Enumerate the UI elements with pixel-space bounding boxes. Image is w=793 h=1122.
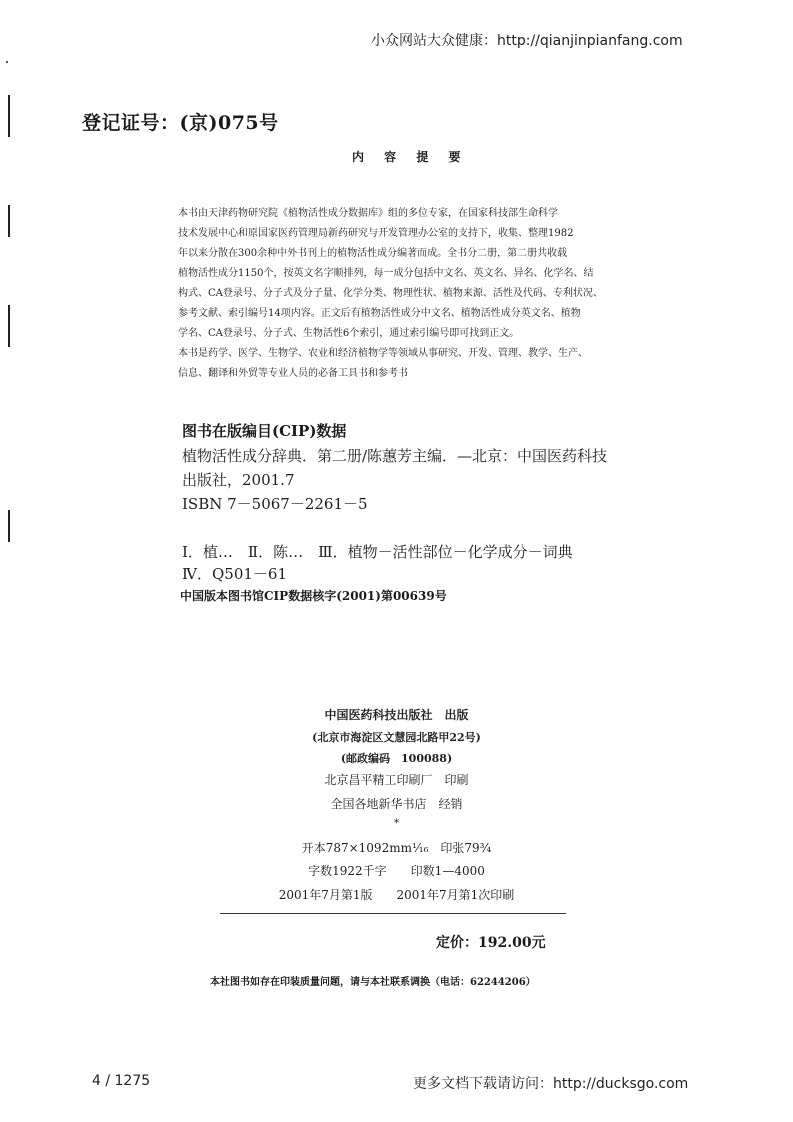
printer-line: 北京昌平精工印刷厂 印刷 [324, 773, 469, 787]
summary-line: 参考文献、索引编号14项内容。正文后有植物活性成分中文名、植物活性成分英文名、植物 [178, 308, 581, 319]
registration-number: 登记证号：(京)075号 [82, 112, 279, 134]
publisher-line: 中国医药科技出版社 出版 [324, 708, 469, 722]
summary-line: 年以来分散在300余种中外书刊上的植物活性成分编著而成。全书分二册，第二册共收载 [178, 248, 568, 259]
edition-line: 2001年7月第1版 2001年7月第1次印刷 [278, 888, 515, 902]
scan-mark [8, 95, 10, 137]
summary-title: 内 容 提 要 [352, 150, 469, 164]
summary-line: 植物活性成分1150个，按英文名字顺排列，每一成分包括中文名、英文名、异名、化学名、结 [178, 268, 594, 279]
cip-title: 图书在版编目(CIP)数据 [182, 422, 347, 440]
format-line: 开本787×1092mm⅟₁₆ 印张79¾ [301, 841, 492, 855]
distributor-line: 全国各地新华书店 经销 [330, 797, 463, 811]
scan-mark [8, 510, 10, 542]
scan-mark [8, 205, 10, 237]
cip-isbn: ISBN 7－5067－2261－5 [182, 495, 368, 513]
price: 定价：192.00元 [436, 935, 546, 951]
cip-line: Ⅳ．Q501－61 [182, 565, 288, 583]
cip-line: 植物活性成分辞典．第二册/陈蕙芳主编．—北京：中国医药科技 [182, 447, 608, 465]
publisher-postcode: (邮政编码 100088) [340, 752, 453, 765]
summary-line: 构式、CA登录号、分子式及分子量、化学分类、物理性状、植物来源、活性及代码、专利状况、 [178, 288, 603, 299]
summary-line: 信息、翻译和外贸等专业人员的必备工具书和参考书 [178, 368, 408, 379]
summary-line: 技术发展中心和原国家医药管理局新药研究与开发管理办公室的支持下，收集、整理1982 [178, 228, 574, 239]
site-header-note: 小众网站大众健康：http://qianjinpianfang.com [371, 33, 683, 49]
divider-rule [220, 913, 566, 914]
cip-line: 出版社，2001.7 [182, 471, 295, 489]
separator-mark: * [394, 818, 399, 829]
cip-line: Ⅰ．植… Ⅱ．陈… Ⅲ．植物－活性部位－化学成分－词典 [182, 543, 573, 561]
download-link-note[interactable]: 更多文档下载请访问：http://ducksgo.com [413, 1076, 689, 1092]
scan-mark [8, 305, 10, 347]
summary-body [178, 204, 648, 384]
publisher-address: (北京市海淀区文慧园北路甲22号) [312, 731, 481, 744]
wordcount-line: 字数1922千字 印数1—4000 [308, 864, 485, 878]
page-indicator: 4 / 1275 [92, 1073, 151, 1089]
summary-line: 本书由天津药物研究院《植物活性成分数据库》组的多位专家，在国家科技部生命科学 [178, 208, 558, 219]
summary-line: 学名、CA登录号、分子式、生物活性6个索引，通过索引编号即可找到正文。 [178, 328, 520, 339]
quality-notice: 本社图书如存在印装质量问题，请与本社联系调换（电话：62244206） [210, 977, 536, 988]
summary-line: 本书是药学、医学、生物学、农业和经济植物学等领域从事研究、开发、管理、教学、生产、 [178, 348, 588, 359]
scan-dot [6, 61, 8, 63]
cip-verification: 中国版本图书馆CIP数据核字(2001)第00639号 [180, 589, 447, 603]
